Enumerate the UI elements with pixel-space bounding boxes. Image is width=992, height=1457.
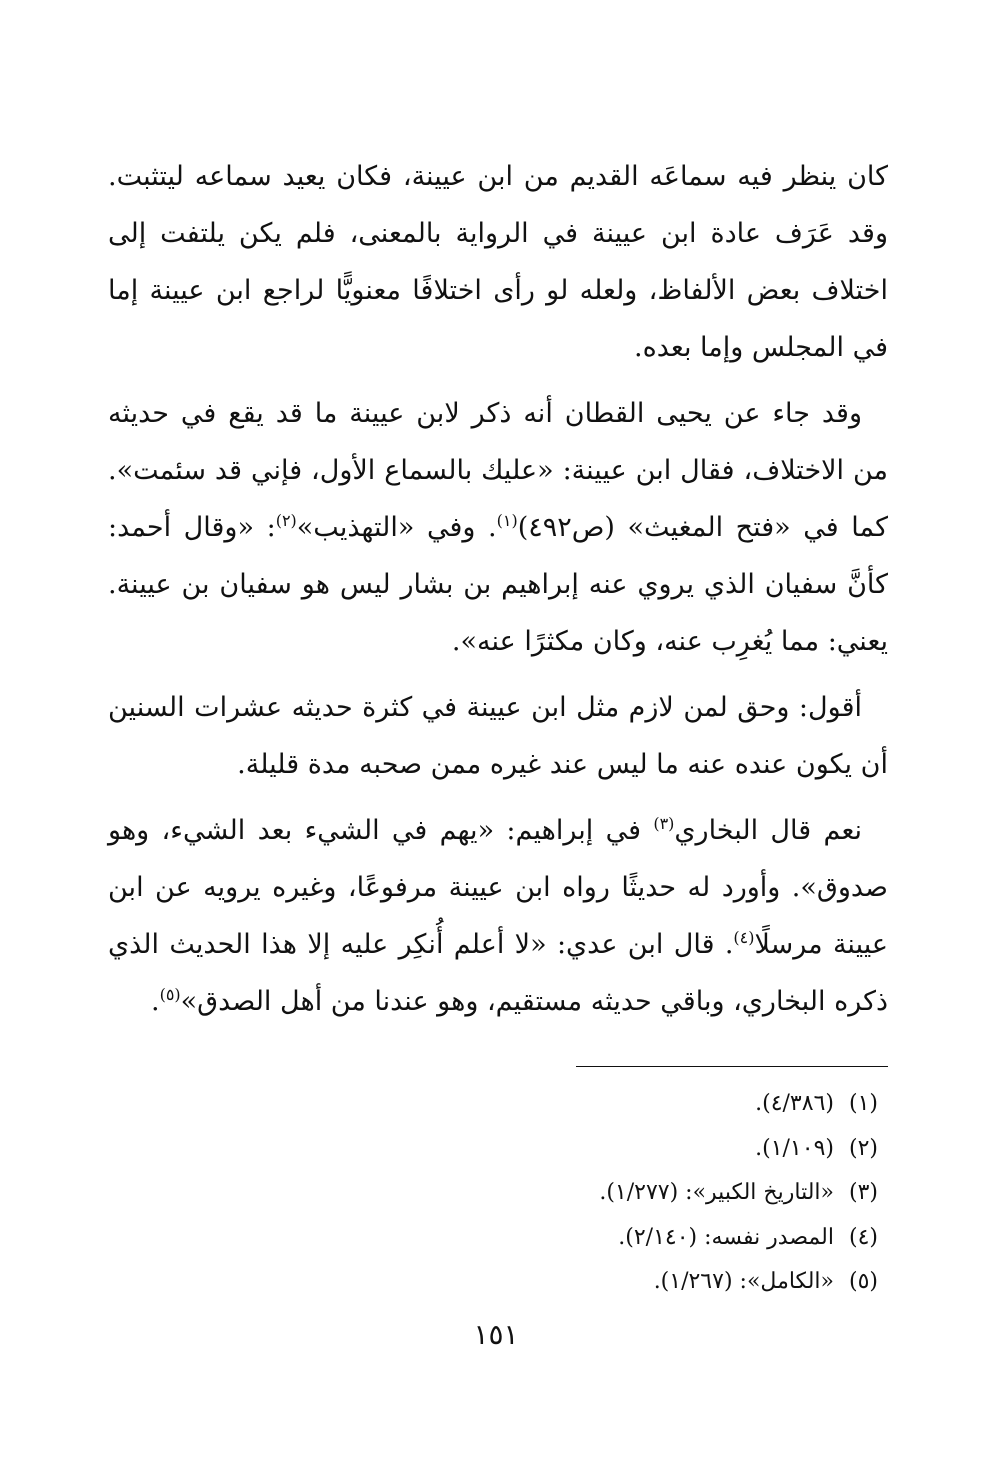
main-text [108, 148, 888, 1030]
footnote-number: (١) [848, 1091, 878, 1116]
footnote-ref-4[interactable]: (٤) [733, 928, 755, 947]
footnote-ref-2[interactable]: (٢) [275, 511, 297, 530]
footnote-divider [576, 1066, 888, 1067]
paragraph-1 [108, 148, 888, 376]
page-number: ١٥١ [473, 1318, 519, 1351]
footnote-ref-3[interactable]: (٣) [653, 814, 675, 833]
paragraph-2 [108, 385, 888, 670]
footnote-item [108, 1127, 878, 1172]
footnote-item [108, 1260, 878, 1305]
footnote-number: (٤) [848, 1224, 878, 1250]
paragraph-text: كان ينظر فيه سماعَه القديم من ابن عيينة، فكان يعيد سماعه ليتثبت. وقد عَرَف عادة ابن عيينة في الرواية بالمعنى، فلم يكن يلتفت إلى اختلاف بعض الألفاظ، ولعله لو رأى اختلافًا معنويًّا لراجع ابن عيينة إما في المجلس وإما بعده. [108, 161, 888, 363]
paragraph-text: وقد جاء عن يحيى القطان أنه ذكر لابن عيينة ما قد يقع في حديثه من الاختلاف، فقال ابن عيينة: «عليك بالسماع الأول، فإني قد سئمت». كما في «فتح المغيث» (ص٤٩٢) [108, 398, 888, 543]
footnote-text: (١/١٠٩). [755, 1135, 834, 1161]
paragraph-text: في إبراهيم: «يهم في الشيء بعد الشيء، وهو صدوق». وأورد له حديثًا رواه ابن عيينة مرفوعًا، وغيره يرويه عن ابن عيينة مرسلًا [108, 815, 888, 960]
footnote-text: «التاريخ الكبير»: (١/٢٧٧). [599, 1180, 834, 1205]
footnote-number: (٥) [848, 1269, 878, 1294]
footnote-ref-1[interactable]: (١) [496, 511, 518, 530]
paragraph-text: أقول: وحق لمن لازم مثل ابن عيينة في كثرة حديثه عشرات السنين أن يكون عنده عنه ما ليس عند غيره ممن صحبه مدة قليلة. [108, 692, 888, 780]
footnote-text: (٤/٣٨٦). [755, 1091, 834, 1116]
paragraph-4 [108, 802, 888, 1030]
paragraph-text: : «وقال أحمد: كأنَّ سفيان الذي يروي عنه إبراهيم بن بشار ليس هو سفيان بن عيينة. يعني: مما يُغرِب عنه، وكان مكثرًا عنه». [108, 512, 888, 657]
paragraph-text: . قال ابن عدي: «لا أعلم أُنكِر عليه إلا هذا الحديث الذي ذكره البخاري، وباقي حديثه مستقيم، وهو عندنا من أهل الصدق» [108, 929, 888, 1017]
paragraph-3 [108, 679, 888, 793]
footnote-text: المصدر نفسه: (٢/١٤٠). [618, 1224, 834, 1250]
paragraph-text: . [150, 986, 160, 1017]
footnote-number: (٣) [848, 1180, 878, 1205]
footnotes-list [108, 1082, 878, 1305]
footnote-item [108, 1216, 878, 1261]
footnote-ref-5[interactable]: (٥) [159, 985, 181, 1004]
footnote-text: «الكامل»: (١/٢٦٧). [653, 1269, 834, 1294]
paragraph-text: نعم قال البخاري [674, 815, 862, 846]
footnote-number: (٢) [848, 1135, 878, 1161]
footnote-item [108, 1171, 878, 1216]
footnote-item [108, 1082, 878, 1127]
paragraph-text: . وفي «التهذيب» [296, 512, 497, 543]
